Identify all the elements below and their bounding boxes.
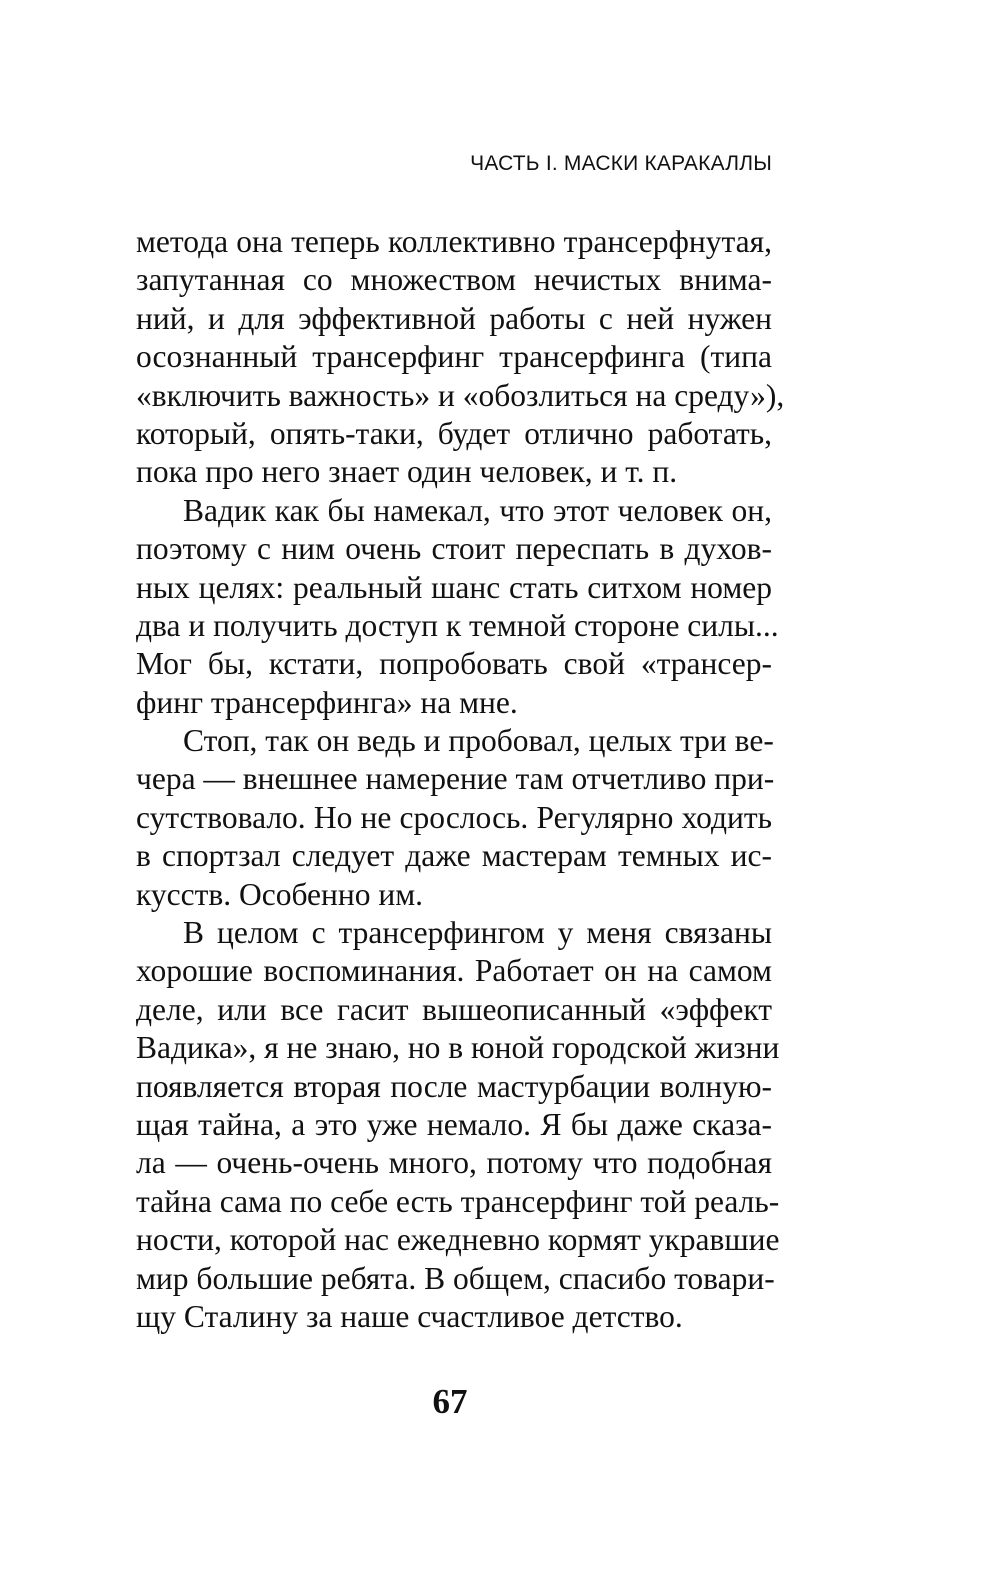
text-line: в спортзал следует даже мастерам темных ис- [136, 838, 772, 874]
page-number: 67 [432, 1382, 468, 1421]
text-line: Мог бы, кстати, попробовать свой «трансер- [136, 646, 772, 682]
running-head: ЧАСТЬ I. МАСКИ КАРАКАЛЛЫ [470, 152, 772, 175]
paragraph [136, 492, 779, 722]
paragraph [136, 914, 780, 1336]
text-line: ний, и для эффективной работы с ней нужен [136, 300, 772, 336]
text-line: деле, или все гасит вышеописанный «эффект [136, 991, 772, 1027]
text-line: пока про него знает один человек, и т. п. [136, 454, 678, 490]
text-line: появляется вторая после мастурбации волную- [136, 1068, 772, 1104]
text-line: который, опять-таки, будет отлично работать, [136, 415, 772, 451]
text-line: мир большие ребята. В общем, спасибо товари- [136, 1260, 775, 1296]
text-line: хорошие воспоминания. Работает он на самом [136, 953, 772, 989]
paragraph [136, 722, 775, 914]
text-line: тайна сама по себе есть трансерфинг той реаль- [136, 1183, 780, 1219]
text-line: финг трансерфинга» на мне. [136, 684, 518, 720]
text-line: ла — очень-очень много, потому что подобная [136, 1145, 772, 1181]
text-line: осознанный трансерфинг трансерфинга (типа [136, 339, 772, 375]
paragraph [136, 223, 785, 492]
text-line: Вадика», я не знаю, но в юной городской жизни [136, 1030, 780, 1066]
text-line: ности, которой нас ежедневно кормят укравшие [136, 1222, 780, 1258]
text-line: Стоп, так он ведь и пробовал, целых три ве- [183, 723, 774, 759]
text-line: поэтому с ним очень стоит переспать в духов- [136, 531, 772, 567]
text-line: Вадик как бы намекал, что этот человек он, [183, 492, 772, 528]
text-line: запутанная со множеством нечистых внима- [136, 262, 772, 298]
text-line: щая тайна, а это уже немало. Я бы даже сказа- [136, 1106, 772, 1142]
text-line: кусств. Особенно им. [136, 876, 424, 912]
text-line: сутствовало. Но не срослось. Регулярно ходить [136, 799, 772, 835]
text-line: ных целях: реальный шанс стать ситхом номер [136, 569, 772, 605]
text-line: щу Сталину за наше счастливое детство. [136, 1298, 683, 1334]
text-line: В целом с трансерфингом у меня связаны [183, 915, 772, 951]
body-text [136, 223, 785, 1336]
text-line: метода она теперь коллективно трансерфнутая, [136, 224, 772, 259]
text-line: два и получить доступ к темной стороне силы... [136, 607, 779, 643]
text-line: «включить важность» и «обозлиться на среду»), [136, 377, 785, 413]
text-line: чера — внешнее намерение там отчетливо при- [136, 761, 775, 797]
